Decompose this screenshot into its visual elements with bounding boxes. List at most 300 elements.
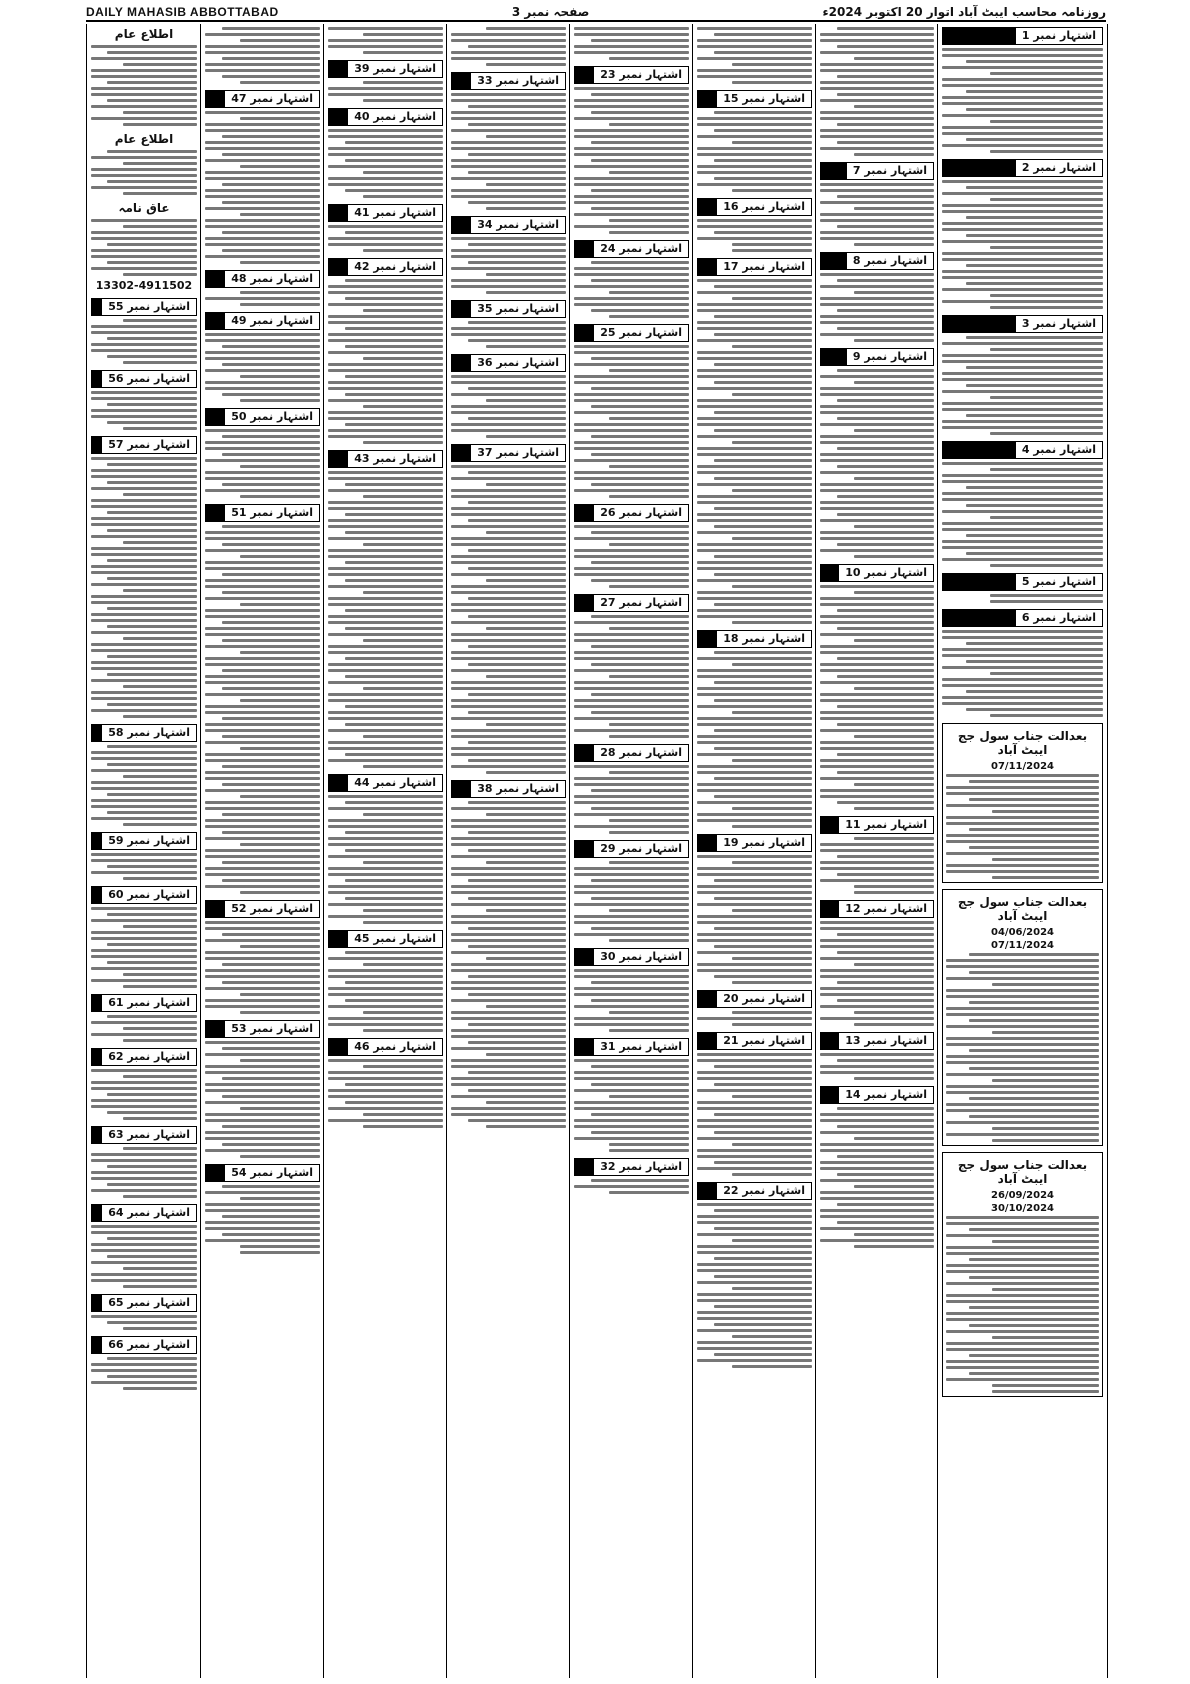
text-line [837, 999, 934, 1002]
ad-header [205, 504, 320, 522]
text-line [820, 1191, 934, 1194]
text-line [345, 849, 443, 852]
text-line [205, 69, 320, 72]
text-line [205, 357, 320, 360]
text-line [328, 1095, 443, 1098]
text-line [363, 171, 444, 174]
text-line [123, 111, 197, 114]
text-line [205, 1203, 320, 1206]
text-line [942, 696, 1103, 699]
text-line [91, 499, 197, 502]
text-line [697, 1347, 812, 1350]
text-line [837, 705, 934, 708]
body-text-lines [328, 1059, 443, 1128]
text-line [714, 477, 812, 480]
ad-header-bar [205, 900, 224, 918]
text-line [574, 1137, 689, 1140]
text-line [205, 177, 320, 180]
text-line [697, 471, 812, 474]
text-line [820, 795, 934, 798]
text-line [820, 87, 934, 90]
text-line [837, 627, 934, 630]
ad-header-bar [91, 1126, 101, 1144]
text-line [205, 471, 320, 474]
text-line [240, 891, 321, 894]
text-line [697, 417, 812, 420]
text-line [222, 525, 320, 528]
ad-header-bar [451, 300, 470, 318]
public-notice [91, 27, 197, 126]
text-line [205, 237, 320, 240]
text-line [468, 693, 566, 696]
text-line [451, 93, 566, 96]
classified-ad [942, 27, 1103, 153]
text-line [990, 150, 1103, 153]
text-line [91, 871, 197, 874]
body-text-lines [451, 321, 566, 348]
text-line [854, 429, 934, 432]
text-line [574, 399, 689, 402]
text-line [946, 1270, 1099, 1273]
classified-ad [328, 204, 443, 252]
text-line [574, 1107, 689, 1110]
text-line [990, 672, 1103, 675]
body-text-lines [91, 319, 197, 364]
text-line [107, 745, 197, 748]
text-line [107, 1015, 197, 1018]
ad-header [697, 90, 812, 108]
body-text-lines [574, 1179, 689, 1194]
text-line [591, 1131, 689, 1134]
text-line [966, 690, 1103, 693]
body-text-lines [205, 525, 320, 894]
text-line [107, 703, 197, 706]
text-line [205, 825, 320, 828]
text-line [854, 1077, 934, 1080]
classified-ad [574, 744, 689, 834]
text-line [328, 669, 443, 672]
text-line [328, 243, 443, 246]
text-line [714, 525, 812, 528]
body-text-lines [451, 237, 566, 294]
text-line [205, 957, 320, 960]
text-line [451, 1017, 566, 1020]
text-line [91, 69, 197, 72]
text-line [966, 264, 1103, 267]
text-line [574, 225, 689, 228]
text-line [854, 1233, 934, 1236]
text-line [91, 1273, 197, 1276]
ad-header [820, 162, 934, 180]
text-line [732, 393, 813, 396]
text-line [837, 771, 934, 774]
text-line [240, 795, 321, 798]
ad-number-label: اشتہار نمبر 59 [101, 832, 197, 850]
text-line [946, 1294, 1099, 1297]
text-line [123, 877, 197, 880]
text-line [240, 495, 321, 498]
text-line [942, 498, 1103, 501]
text-block [451, 27, 566, 66]
text-line [107, 1183, 197, 1186]
text-line [854, 807, 934, 810]
ad-number-label: اشتہار نمبر 28 [593, 744, 689, 762]
text-line [837, 417, 934, 420]
text-line [205, 609, 320, 612]
classified-ad [820, 816, 934, 894]
text-line [837, 1221, 934, 1224]
text-line [854, 1185, 934, 1188]
ad-header-bar [91, 832, 101, 850]
text-line [222, 249, 320, 252]
text-line [205, 489, 320, 492]
text-line [992, 1079, 1099, 1082]
text-line [91, 553, 197, 556]
court-notice [942, 889, 1103, 1146]
text-line [222, 1143, 320, 1146]
text-line [91, 709, 197, 712]
text-line [946, 840, 1099, 843]
body-text-lines [942, 180, 1103, 309]
text-line [123, 1117, 197, 1120]
classified-ad [328, 60, 443, 102]
text-line [328, 363, 443, 366]
text-line [946, 1025, 1099, 1028]
text-line [328, 177, 443, 180]
text-line [609, 939, 690, 942]
text-line [820, 681, 934, 684]
text-line [468, 549, 566, 552]
text-line [942, 390, 1103, 393]
text-line [363, 735, 444, 738]
text-line [574, 1071, 689, 1074]
text-line [697, 69, 812, 72]
classified-ad [91, 1126, 197, 1198]
text-line [697, 237, 812, 240]
text-line [328, 891, 443, 894]
text-line [451, 513, 566, 516]
ad-header [328, 108, 443, 126]
text-line [363, 639, 444, 642]
ad-number-label: اشتہار نمبر 21 [716, 1032, 812, 1050]
text-line [697, 303, 812, 306]
text-line [451, 855, 566, 858]
text-line [820, 603, 934, 606]
ad-header [574, 66, 689, 84]
ad-header-bar [697, 990, 716, 1008]
body-text-lines [820, 585, 934, 810]
body-text-lines [91, 745, 197, 826]
ad-header [91, 370, 197, 388]
body-text-lines [451, 93, 566, 210]
ad-header [91, 298, 197, 316]
text-line [732, 825, 813, 828]
text-line [946, 1061, 1099, 1064]
text-line [697, 147, 812, 150]
body-text-lines [91, 1357, 197, 1390]
text-line [820, 201, 934, 204]
text-line [697, 219, 812, 222]
text-line [609, 1095, 690, 1098]
text-line [451, 1011, 566, 1014]
text-line [451, 735, 566, 738]
text-line [345, 231, 443, 234]
text-line [91, 565, 197, 568]
ad-header-bar [574, 504, 593, 522]
text-line [91, 469, 197, 472]
text-line [820, 843, 934, 846]
text-line [714, 177, 812, 180]
text-line [107, 337, 197, 340]
text-line [328, 435, 443, 438]
text-line [468, 1071, 566, 1074]
ad-header [328, 1038, 443, 1056]
text-line [574, 489, 689, 492]
ad-header [328, 204, 443, 222]
text-line [697, 1137, 812, 1140]
text-line [451, 411, 566, 414]
text-line [574, 105, 689, 108]
text-line [820, 435, 934, 438]
classified-ad [697, 834, 812, 984]
text-line [240, 375, 321, 378]
text-line [609, 291, 690, 294]
text-line [205, 141, 320, 144]
body-text-lines [328, 81, 443, 102]
text-line [205, 255, 320, 258]
classified-ad [574, 1158, 689, 1194]
text-line [328, 339, 443, 342]
text-line [574, 471, 689, 474]
text-line [820, 759, 934, 762]
text-line [591, 879, 689, 882]
classified-ad [451, 72, 566, 210]
text-line [328, 165, 443, 168]
ad-header [820, 1032, 934, 1050]
text-line [714, 1275, 812, 1278]
text-line [820, 747, 934, 750]
text-line [714, 573, 812, 576]
notice-title: عاق نامہ [118, 201, 170, 215]
text-line [91, 967, 197, 970]
court-notice [942, 1152, 1103, 1397]
text-line [732, 1365, 813, 1368]
text-line [697, 801, 812, 804]
text-line [222, 687, 320, 690]
text-line [574, 639, 689, 642]
text-line [820, 939, 934, 942]
text-line [820, 411, 934, 414]
text-line [451, 1113, 566, 1116]
text-line [574, 297, 689, 300]
text-line [837, 27, 934, 30]
text-line [328, 585, 443, 588]
text-line [820, 663, 934, 666]
text-line [946, 1300, 1099, 1303]
text-line [966, 552, 1103, 555]
text-line [697, 39, 812, 42]
body-text-lines [946, 774, 1099, 879]
text-line [714, 363, 812, 366]
text-line [820, 741, 934, 744]
text-line [107, 261, 197, 264]
body-text-lines [697, 27, 812, 84]
text-line [451, 141, 566, 144]
contact-number: 13302-4911502 [95, 279, 193, 292]
text-line [91, 859, 197, 862]
text-line [591, 1083, 689, 1086]
text-line [820, 1017, 934, 1020]
text-line [328, 987, 443, 990]
text-line [205, 645, 320, 648]
text-line [609, 1143, 690, 1146]
text-line [91, 249, 197, 252]
text-line [205, 837, 320, 840]
body-text-lines [328, 27, 443, 54]
text-line [451, 1107, 566, 1110]
text-line [837, 1173, 934, 1176]
ad-header [574, 948, 689, 966]
ad-number-label: اشتہار نمبر 46 [347, 1038, 443, 1056]
text-line [91, 397, 197, 400]
text-line [820, 459, 934, 462]
text-line [328, 525, 443, 528]
text-line [205, 1137, 320, 1140]
text-line [328, 291, 443, 294]
text-line [966, 366, 1103, 369]
text-line [205, 675, 320, 678]
text-line [820, 441, 934, 444]
text-line [91, 817, 197, 820]
text-line [123, 273, 197, 276]
ad-header-bar [697, 630, 716, 648]
text-line [854, 381, 934, 384]
text-line [946, 1234, 1099, 1237]
text-line [91, 409, 197, 412]
text-line [942, 426, 1103, 429]
text-line [697, 771, 812, 774]
ad-number-label: اشتہار نمبر 41 [347, 204, 443, 222]
body-text-lines [205, 291, 320, 306]
text-line [205, 369, 320, 372]
classified-ad [205, 1020, 320, 1158]
classified-ad [574, 1038, 689, 1152]
text-line [468, 927, 566, 930]
ad-header-bar [820, 1086, 838, 1104]
text-line [942, 288, 1103, 291]
text-line [609, 231, 690, 234]
text-line [91, 1231, 197, 1234]
body-text-lines [697, 855, 812, 984]
text-line [942, 378, 1103, 381]
text-line [222, 75, 320, 78]
ad-header [91, 1126, 197, 1144]
text-line [714, 1227, 812, 1230]
text-line [942, 210, 1103, 213]
text-line [363, 921, 444, 924]
text-line [714, 231, 812, 234]
text-line [205, 111, 320, 114]
text-line [486, 483, 567, 486]
text-line [240, 993, 321, 996]
text-line [205, 819, 320, 822]
ad-header-bar [574, 744, 593, 762]
text-line [205, 537, 320, 540]
text-line [969, 1306, 1099, 1309]
classified-ad [697, 990, 812, 1026]
body-text-lines [451, 375, 566, 438]
text-line [468, 153, 566, 156]
text-line [328, 681, 443, 684]
text-line [363, 1029, 444, 1032]
text-line [946, 1133, 1099, 1136]
text-line [969, 971, 1099, 974]
ad-header [942, 315, 1103, 333]
text-line [732, 1287, 813, 1290]
ad-number-label: اشتہار نمبر 66 [101, 1336, 197, 1354]
text-line [697, 183, 812, 186]
text-line [91, 325, 197, 328]
text-line [451, 1095, 566, 1098]
text-line [328, 549, 443, 552]
text-line [946, 792, 1099, 795]
body-text-lines [451, 801, 566, 1128]
text-line [942, 678, 1103, 681]
text-line [328, 501, 443, 504]
text-line [697, 1311, 812, 1314]
ad-header [328, 930, 443, 948]
ad-header-bar [91, 298, 101, 316]
text-line [697, 1101, 812, 1104]
text-line [91, 186, 197, 189]
text-line [363, 963, 444, 966]
text-line [969, 1228, 1099, 1231]
text-line [697, 1251, 812, 1254]
text-line [697, 921, 812, 924]
text-line [205, 1209, 320, 1212]
text-line [222, 1095, 320, 1098]
text-line [990, 72, 1103, 75]
text-line [451, 159, 566, 162]
ad-header [820, 564, 934, 582]
text-line [451, 537, 566, 540]
text-line [574, 477, 689, 480]
text-line [468, 849, 566, 852]
classified-ad [328, 258, 443, 444]
text-line [942, 360, 1103, 363]
text-line [363, 591, 444, 594]
text-line [107, 943, 197, 946]
text-line [820, 483, 934, 486]
classified-ad [328, 930, 443, 1032]
text-line [328, 567, 443, 570]
ad-header [91, 1204, 197, 1222]
text-line [942, 342, 1103, 345]
classified-ad [91, 886, 197, 988]
text-line [854, 963, 934, 966]
text-line [714, 381, 812, 384]
ad-header-bar [942, 27, 1015, 45]
ad-header [820, 900, 934, 918]
text-line [574, 423, 689, 426]
text-line [328, 903, 443, 906]
ad-number-label: اشتہار نمبر 53 [224, 1020, 320, 1038]
text-line [91, 1099, 197, 1102]
text-line [205, 189, 320, 192]
text-line [205, 1041, 320, 1044]
text-line [328, 885, 443, 888]
text-line [697, 1107, 812, 1110]
